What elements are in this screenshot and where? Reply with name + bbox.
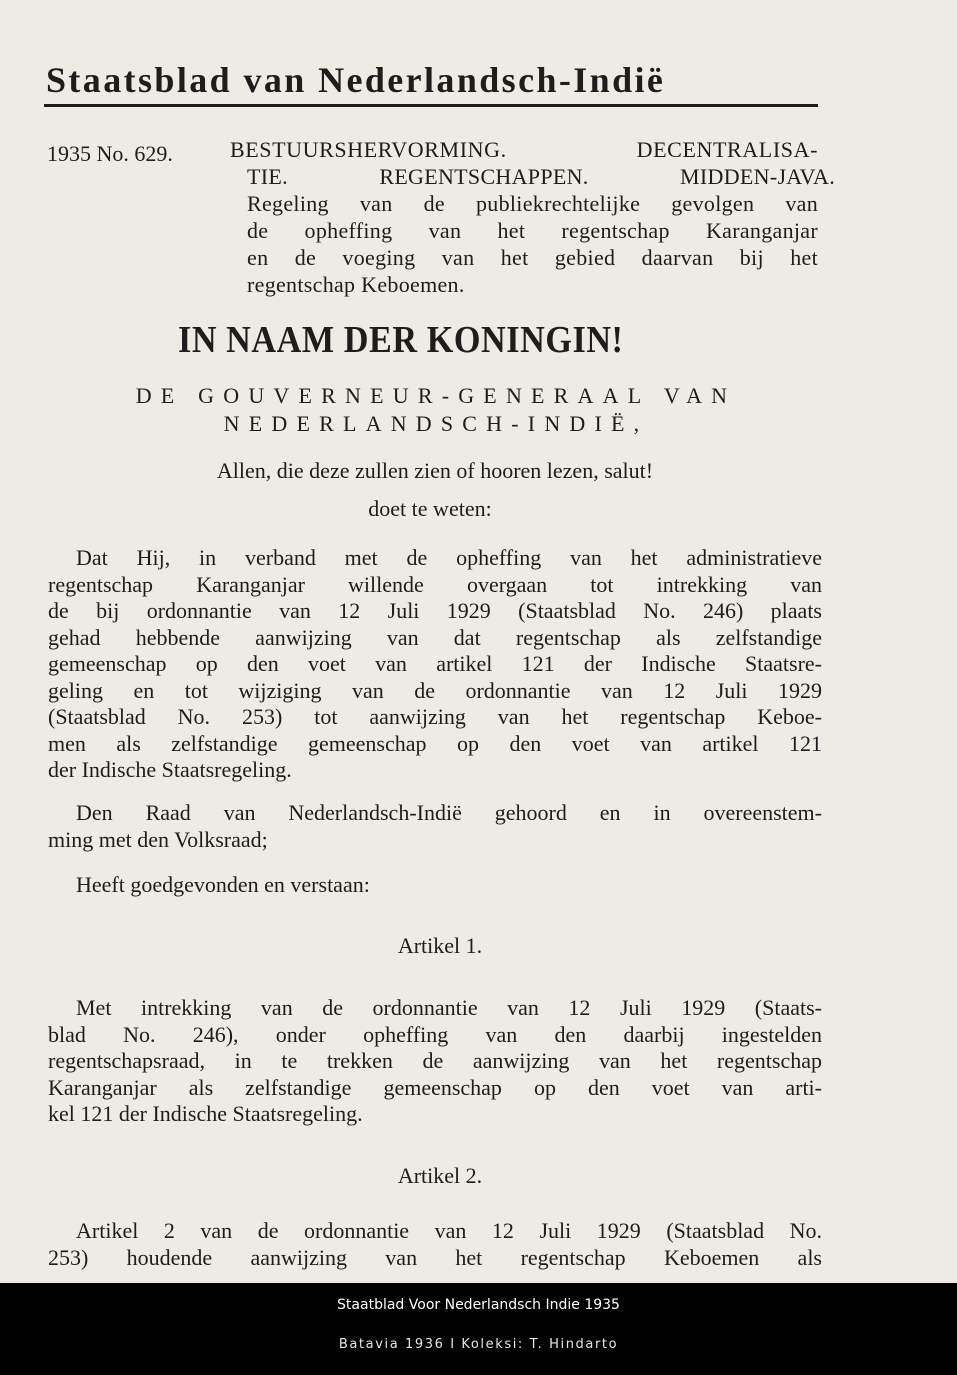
council-paragraph [48,800,822,853]
law-description-line: de opheffing van het regentschap Karanganjar [247,218,818,243]
paragraph-line: ming met den Volksraad; [48,826,268,852]
gazette-title: Staatsblad van Nederlandsch-Indië [46,60,666,100]
paragraph-line: kel 121 der Indische Staatsregeling. [48,1101,363,1126]
paragraph-line: blad No. 246), onder opheffing van den daarbij ingestelden [48,1021,822,1047]
announcement: doet te weten: [368,496,492,521]
paragraph-line: men als zelfstandige gemeenschap op den voet van artikel 121 [48,730,822,756]
law-description-line: en de voeging van het gebied daarvan bij het [247,245,818,270]
image-caption: Staatblad Voor Nederlandsch Indie 1935 [337,1297,620,1313]
paragraph-line: de bij ordonnantie van 12 Juli 1929 (Staatsblad No. 246) plaats [48,598,822,623]
governor-general-line: DE GOUVERNEUR-GENERAAL VAN [135,383,737,408]
law-description-line: Regeling van de publiekrechtelijke gevolgen van [247,191,818,216]
paragraph-line: 253) houdende aanwijzing van het regentschap Keboemen als [48,1244,822,1270]
law-description-line: regentschap Keboemen. [247,272,465,297]
paragraph-line: regentschap Karanganjar willende overgaan tot intrekking van [48,571,822,597]
governor-general-line: NEDERLANDSCH-INDIË, [223,411,649,436]
paragraph-line: der Indische Staatsregeling. [48,757,292,782]
paragraph-line: gehad hebbende aanwijzing van dat regentschap als zelfstandige [48,624,822,650]
law-topic-line: BESTUURSHERVORMING. DECENTRALISA- [230,137,818,162]
article-1-text [48,995,822,1128]
proclamation-headline: IN NAAM DER KONINGIN! [178,319,624,361]
paragraph-line: regentschapsraad, in te trekken de aanwijzing van het regentschap [48,1048,822,1073]
article-2-text [48,1218,822,1271]
considering-paragraph [48,545,822,784]
salutation: Allen, die deze zullen zien of hooren lezen, salut! [216,458,654,483]
article-1-title: Artikel 1. [397,933,483,958]
paragraph-line: Dat Hij, in verband met de opheffing van het administratieve [76,545,822,570]
law-topic-line: TIE. REGENTSCHAPPEN. MIDDEN-JAVA. [247,164,835,189]
paragraph-line: Artikel 2 van de ordonnantie van 12 Juli 1929 (Staatsblad No. [76,1218,822,1243]
title-rule [44,104,818,107]
decided-paragraph [48,872,822,899]
paragraph-line: Karanganjar als zelfstandige gemeenschap op den voet van arti- [48,1074,822,1100]
law-number: 1935 No. 629. [47,141,173,166]
governor-general-heading [86,382,786,438]
article-2-title: Artikel 2. [397,1163,483,1188]
paragraph-line: gemeenschap op den voet van artikel 121 der Indische Staatsre- [48,651,822,676]
paragraph-line: Heeft goedgevonden en verstaan: [76,872,370,897]
paragraph-line: Met intrekking van de ordonnantie van 12 Juli 1929 (Staats- [76,995,822,1020]
paragraph-line: (Staatsblad No. 253) tot aanwijzing van het regentschap Keboe- [48,704,822,729]
law-summary [230,136,835,298]
paragraph-line: Den Raad van Nederlandsch-Indië gehoord en in overeenstem- [76,800,822,825]
image-credit: Batavia 1936 I Koleksi: T. Hindarto [338,1337,619,1352]
paragraph-line: geling en tot wijziging van de ordonnantie van 12 Juli 1929 [48,677,822,703]
